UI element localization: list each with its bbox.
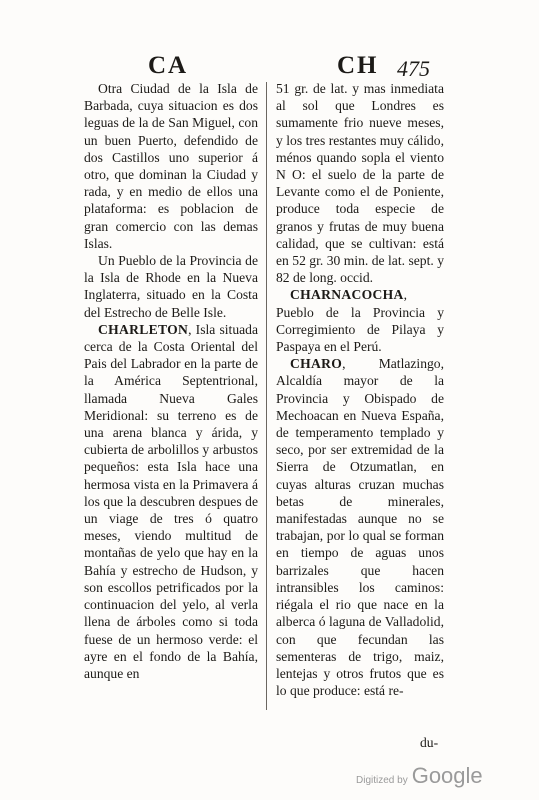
entry-heading-charleton: CHARLETON — [98, 321, 189, 337]
running-head-left: CA — [148, 52, 189, 79]
right-column — [276, 80, 444, 699]
column-divider — [266, 82, 267, 710]
paragraph-charleton — [84, 321, 258, 682]
watermark-prefix: Digitized by — [356, 775, 408, 786]
page-number: 475 — [397, 56, 430, 81]
left-column — [84, 80, 258, 682]
entry-heading-charnacocha: CHARNACOCHA — [290, 287, 404, 303]
entry-text-charo: , Matlazingo, Alcaldía mayor de la Provincia y Obispado de Mechoacan en Nueva España, de temperamento templado y seco, por ser extremidad de la Sierra de Otzumatlan, en cuyas alturas cruzan muchas betas de minerales, manifestadas aunque no se trabajan, por lo qual se forman en tiempo de aguas unos barrizales que hacen intransibles los caminos: riégala el rio que nace en la alberca ó laguna de Valladolid, con que fecundan las sementeras de trigo, maiz, lentejas y otros frutos que es lo que produce: está re- — [276, 356, 444, 699]
paragraph-charo — [276, 355, 444, 699]
catchword: du- — [420, 735, 439, 750]
paragraph-continuation: 51 gr. de lat. y mas inmediata al sol que Londres es sumamente frio nueve meses, y los tres restantes muy cálido, ménos quando sopla el viento N O: el suelo de la parte de Levante como el de Poniente, produce toda especie de granos y frutas de muy buena calidad, que se cultivan: está en 52 gr. 30 min. de lat. sept. y 82 de long. occid. — [276, 81, 444, 286]
entry-text-charnacocha: , Pueblo de la Provincia y Corregimiento de Pilaya y Paspaya en el Perú. — [276, 287, 444, 355]
running-head-right: CH — [337, 52, 379, 79]
paragraph-rhode: Un Pueblo de la Provincia de la Isla de Rhode en la Nueva Inglaterra, situado en la Costa del Estrecho de Belle Isle. — [84, 253, 258, 320]
google-logo: Google — [411, 763, 483, 788]
entry-heading-charo: CHARO — [290, 356, 343, 372]
paragraph-barbada: Otra Ciudad de la Isla de Barbada, cuya situacion es dos leguas de la de San Miguel, con un buen Puerto, defendido de dos Castillos uno superior á otro, que dominan la Ciudad y rada, y en medio de ellos una plataforma: es poblacion de gran comercio con las demas Islas. — [84, 81, 258, 251]
entry-text-charleton: , Isla situada cerca de la Costa Oriental del Pais del Labrador en la parte de la América Septentrional, llamada Nueva Gales Meridional: su terreno es de una arena blanca y árida, y cubierta de arbolillos y arbustos pequeños: esta Isla hace una hermosa vista en la Primavera á los que la descubren despues de un viage de tres ó quatro meses, viendo multitud de montañas de yelo que hay en la Bahía y estrecho de Hudson, y son escollos petrificados por la continuacion del yelo, al verla llena de árboles como si toda fuese de un hermoso verde: el ayre en el fondo de la Bahía, aunque en — [84, 321, 258, 681]
paragraph-charnacocha — [276, 286, 444, 355]
digitized-watermark — [356, 763, 483, 789]
